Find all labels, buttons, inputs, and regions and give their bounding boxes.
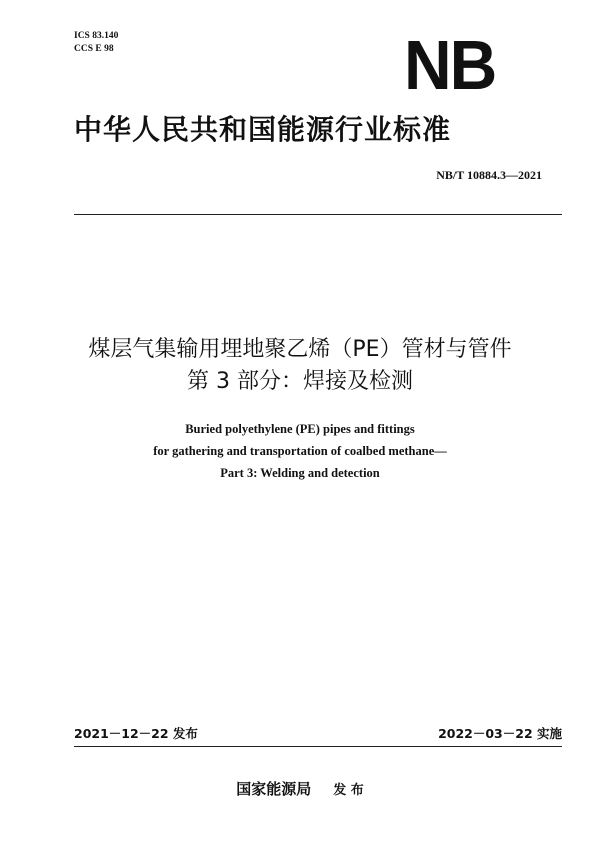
- ccs-code: CCS E 98: [74, 44, 114, 54]
- nb-logo: NB: [404, 26, 496, 104]
- english-title-line-1: Buried polyethylene (PE) pipes and fittings: [185, 422, 415, 436]
- ics-code: ICS 83.140: [74, 31, 119, 41]
- classification-codes: [74, 30, 118, 56]
- english-title-line-2: for gathering and transportation of coalbed methane—: [153, 444, 447, 458]
- bottom-divider: [74, 746, 562, 747]
- top-divider: [74, 214, 562, 215]
- chinese-title-line-2: 第 3 部分：焊接及检测: [187, 369, 413, 394]
- publisher-name: 国家能源局: [236, 780, 312, 798]
- issue-date: 2021－12－22 发布: [74, 726, 198, 741]
- implementation-date: 2022－03－22 实施: [438, 726, 562, 741]
- standard-category-title: 中华人民共和国能源行业标准: [74, 113, 452, 146]
- standard-number: NB/T 10884.3—2021: [436, 168, 542, 182]
- english-title-line-3: Part 3: Welding and detection: [220, 466, 380, 480]
- chinese-title-line-1: 煤层气集输用埋地聚乙烯（PE）管材与管件: [88, 337, 512, 362]
- publish-action: 发 布: [333, 783, 364, 798]
- publisher-line: [0, 778, 600, 799]
